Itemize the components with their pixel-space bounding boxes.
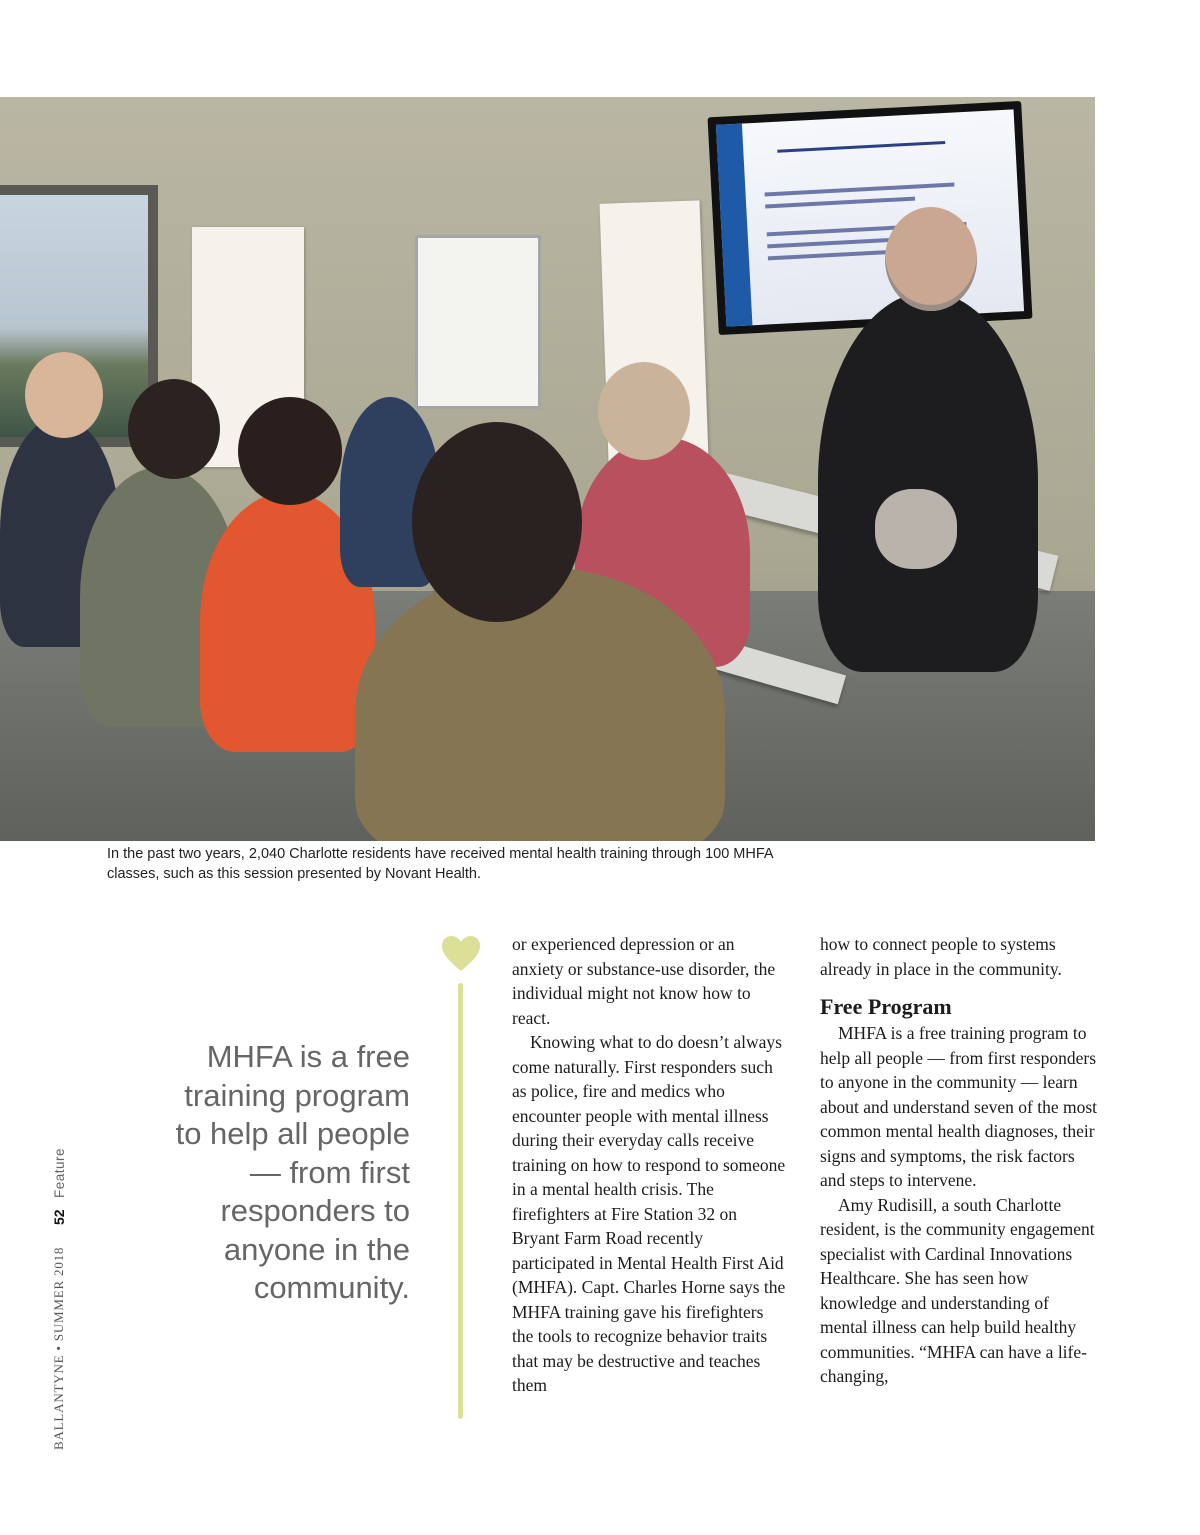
photo-attendee-2-head <box>128 379 220 479</box>
photo-presenter <box>818 292 1038 672</box>
article-paragraph: Amy Rudisill, a south Charlotte resident, is the community engagement specialist with Cardinal Innovations Healthcare. She has seen how knowledge and understanding of mental illness can help build healthy communities. “MHFA can have a life-changing, <box>820 1194 1095 1386</box>
article-column-2 <box>820 932 1100 1389</box>
heart-icon <box>441 935 481 973</box>
photo-attendee-3-head <box>238 397 342 505</box>
pull-quote: MHFA is a free training program to help all people — from first responders to anyone in the community. <box>175 1039 410 1305</box>
photo-attendee-5-head <box>598 362 690 460</box>
photo-attendee-6-head <box>412 422 582 622</box>
article-paragraph: or experienced depression or an anxiety or substance-use disorder, the individual might not know how to react. <box>512 934 776 1028</box>
decorative-vertical-line <box>458 983 463 1419</box>
photo-caption: In the past two years, 2,040 Charlotte residents have received mental health training through 100 MHFA classes, such as this session presented by Novant Health. <box>107 846 773 882</box>
section-heading: Free Program <box>820 994 952 1019</box>
folio-page-number: 52 <box>51 1209 67 1225</box>
feature-photo <box>0 97 1095 841</box>
photo-tv-screen <box>708 101 1033 335</box>
photo-teddy-bear <box>875 489 957 569</box>
photo-attendee-1-head <box>25 352 103 438</box>
folio-magazine-issue: BALLANTYNE • SUMMER 2018 <box>51 1246 66 1450</box>
article-column-1 <box>512 932 787 1398</box>
photo-flipboard <box>415 235 541 409</box>
article-paragraph: MHFA is a free training program to help all people — from first responders to anyone in the community — learn about and understand seven of the most common mental health diagnoses, their signs and symptoms, the risk factors and steps to intervene. <box>820 1023 1098 1190</box>
article-paragraph: how to connect people to systems already in place in the community. <box>820 934 1062 979</box>
article-paragraph: Knowing what to do doesn’t always come naturally. First responders such as police, fire and medics who encounter people with mental illness during their everyday calls receive training on how to respond to someone in a mental health crisis. The firefighters at Fire Station 32 on Bryant Farm Road recently participated in Mental Health First Aid (MHFA). Capt. Charles Horne says the MHFA training gave his firefighters the tools to recognize behavior traits that may be destructive and teaches them <box>512 1032 786 1395</box>
folio-section: Feature <box>52 1147 67 1198</box>
photo-presenter-head <box>885 207 977 311</box>
